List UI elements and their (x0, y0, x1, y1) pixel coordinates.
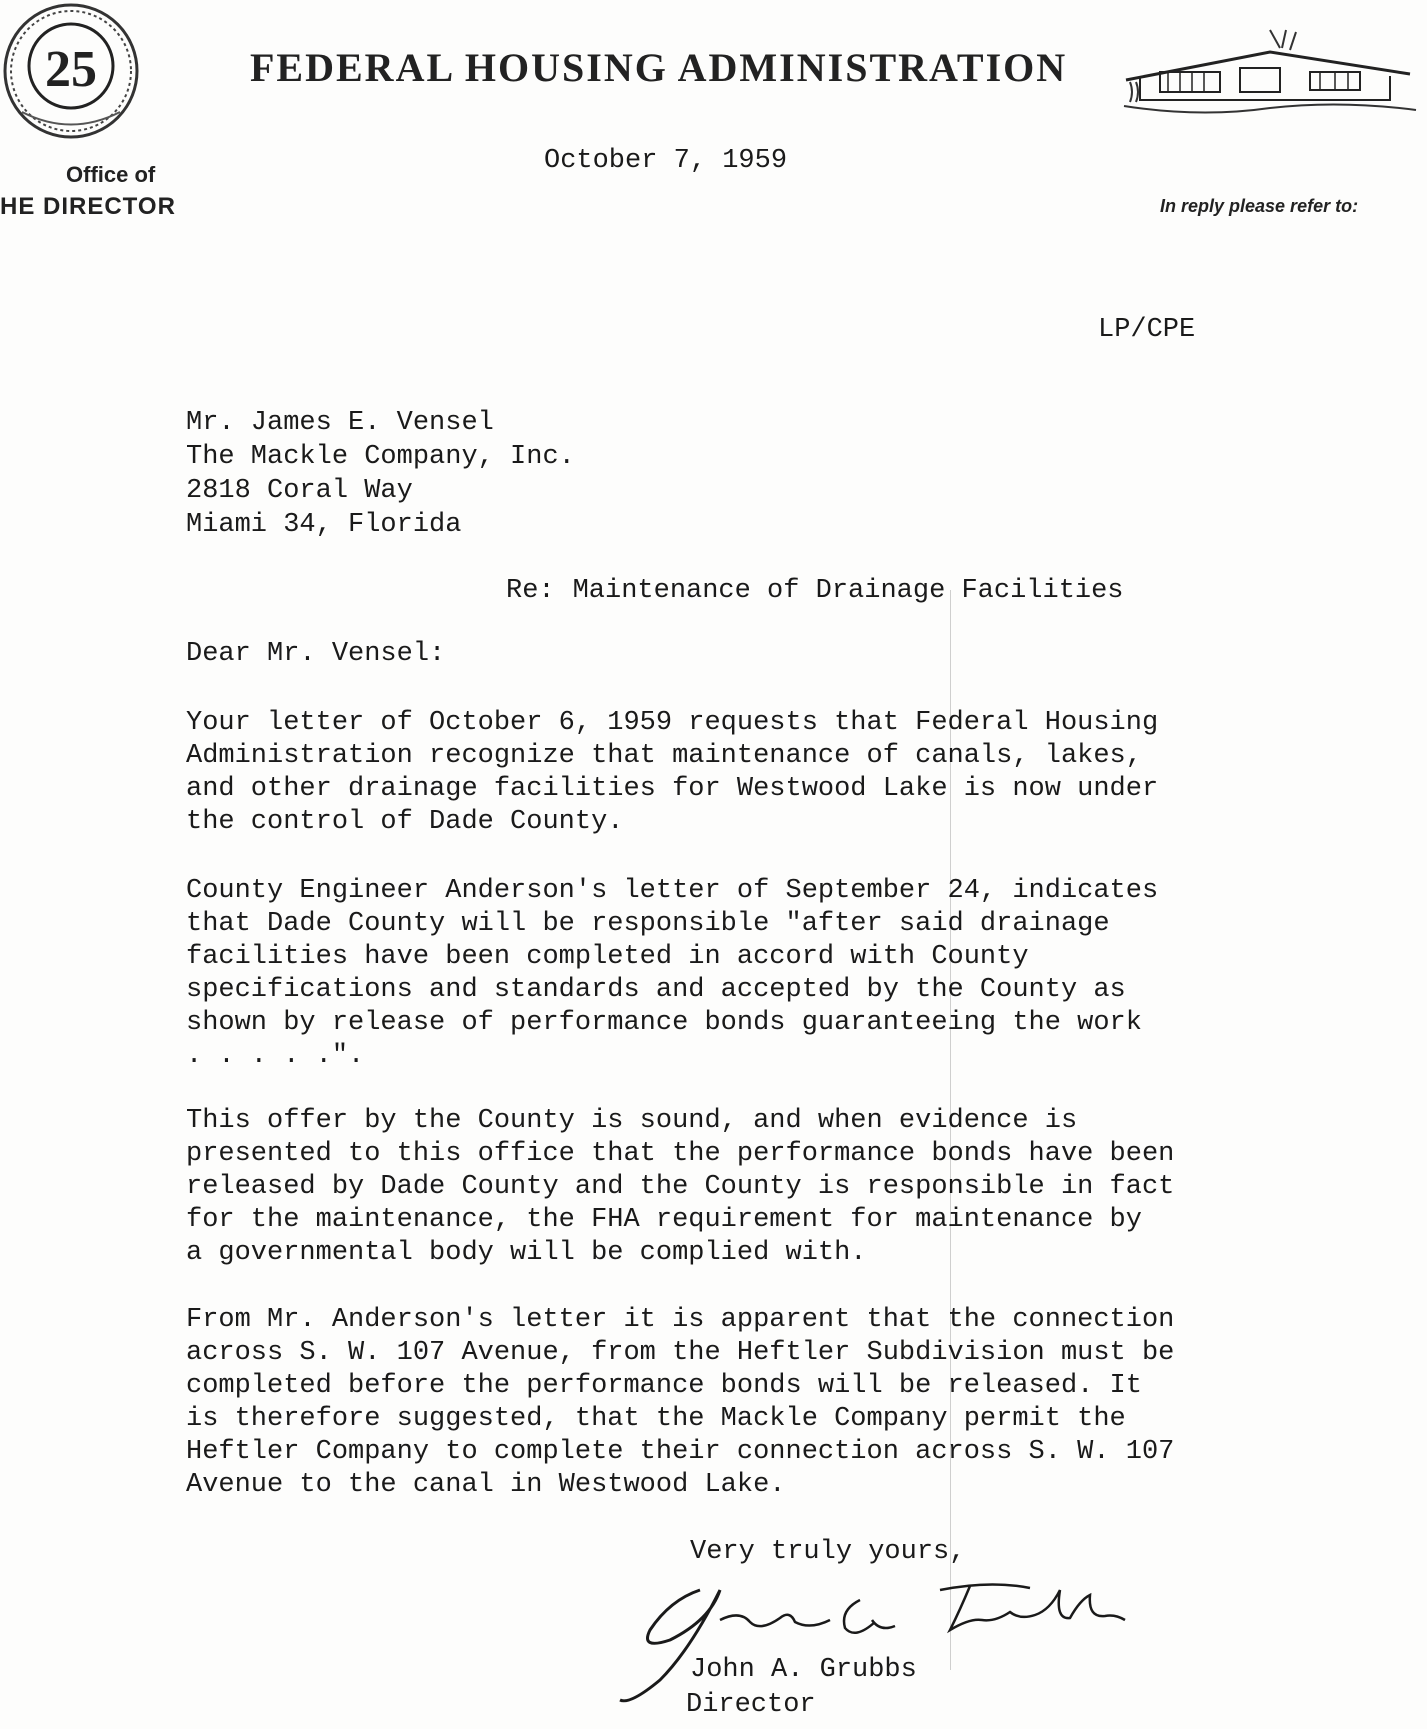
closing: Very truly yours, (690, 1537, 966, 1567)
addressee-line: The Mackle Company, Inc. (186, 442, 575, 472)
house-logo-icon (1120, 22, 1420, 118)
subject-line (506, 576, 1124, 606)
body-line: shown by release of performance bonds guaranteeing the work (186, 1008, 1142, 1038)
body-line: . . . . .". (186, 1041, 365, 1071)
body-line: facilities have been completed in accord with County (186, 942, 1029, 972)
reference-code: LP/CPE (1098, 315, 1196, 345)
body-line: released by Dade County and the County is responsible in fact (186, 1172, 1175, 1202)
addressee-line: Miami 34, Florida (186, 510, 462, 540)
signer-title: Director (686, 1690, 816, 1720)
subject-label: Re: (506, 576, 555, 606)
body-line: This offer by the County is sound, and when evidence is (186, 1106, 1078, 1136)
body-line: across S. W. 107 Avenue, from the Heftler Subdivision must be (186, 1338, 1175, 1368)
body-line: Avenue to the canal in Westwood Lake. (186, 1470, 786, 1500)
director-heading: HE DIRECTOR (0, 193, 176, 220)
paragraph-2 (186, 875, 1221, 1073)
anniversary-seal-icon (2, 2, 140, 140)
body-line: a governmental body will be complied with. (186, 1238, 867, 1268)
body-line: County Engineer Anderson's letter of September 24, indicates (186, 876, 1159, 906)
body-line: specifications and standards and accepted by the County as (186, 975, 1126, 1005)
addressee-block (186, 406, 575, 542)
addressee-line: 2818 Coral Way (186, 476, 413, 506)
body-line: and other drainage facilities for Westwood Lake is now under (186, 774, 1159, 804)
signer-name: John A. Grubbs (690, 1655, 917, 1685)
seal-number: 25 (45, 41, 97, 98)
body-line: is therefore suggested, that the Mackle Company permit the (186, 1404, 1126, 1434)
body-line: for the maintenance, the FHA requirement for maintenance by (186, 1205, 1142, 1235)
body-line: that Dade County will be responsible "after said drainage (186, 909, 1110, 939)
addressee-line: Mr. James E. Vensel (186, 408, 494, 438)
body-line: From Mr. Anderson's letter it is apparent that the connection (186, 1305, 1175, 1335)
body-line: completed before the performance bonds will be released. It (186, 1371, 1142, 1401)
office-of-label: Office of (66, 162, 156, 187)
body-line: Heftler Company to complete their connection across S. W. 107 (186, 1437, 1175, 1467)
subject-text: Maintenance of Drainage Facilities (572, 576, 1124, 606)
scan-fold-line (950, 590, 951, 1670)
paragraph-4 (186, 1304, 1221, 1502)
body-line: Administration recognize that maintenance of canals, lakes, (186, 741, 1142, 771)
paragraph-1 (186, 707, 1221, 839)
reply-refer-label: In reply please refer to: (1160, 196, 1359, 216)
letter-date: October 7, 1959 (544, 146, 788, 176)
body-line: presented to this office that the performance bonds have been (186, 1139, 1175, 1169)
signature-icon (610, 1560, 1210, 1710)
body-line: Your letter of October 6, 1959 requests that Federal Housing (186, 708, 1159, 738)
salutation: Dear Mr. Vensel: (186, 639, 446, 669)
body-line: the control of Dade County. (186, 807, 624, 837)
paragraph-3 (186, 1105, 1221, 1270)
agency-name: FEDERAL HOUSING ADMINISTRATION (250, 45, 1068, 90)
